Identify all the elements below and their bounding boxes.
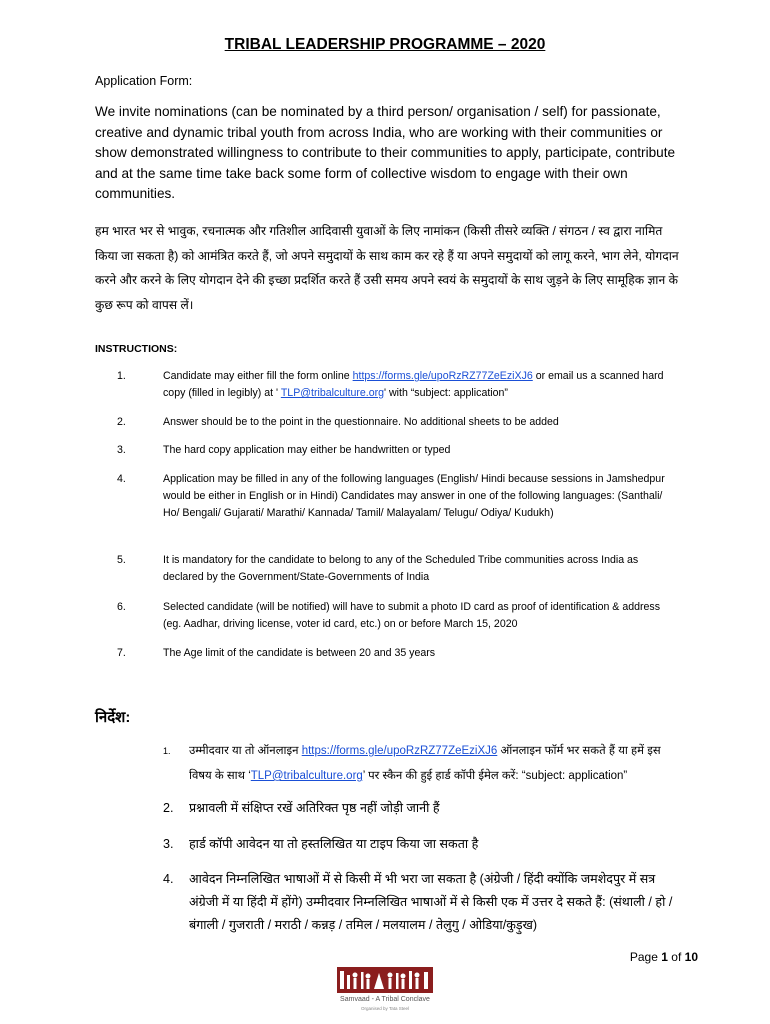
page-indicator [630,950,698,964]
hindi-instruction-number: 4. [163,872,174,886]
application-form-label: Application Form: [95,74,193,88]
google-form-link-hindi[interactable]: https://forms.gle/upoRzRZ77ZeEziXJ6 [301,745,498,757]
page-of: of [671,950,682,964]
hindi-text-part: ऑनलाइन फॉर्म भर सकते हैं या हमें इस विषय के साथ ‘ [189,745,661,782]
hindi-instruction-text: प्रश्नावली में संक्षिप्त रखें अतिरिक्त पृष्ठ नहीं जोड़ी जानी हैं [189,801,440,815]
hindi-instruction-text: आवेदन निम्नलिखित भाषाओं में से किसी में भी भरा जा सकता है (अंग्रेजी / हिंदी क्योंकि जमशेदपुर में सत्र अंग्रेजी में या हिंदी में होंगे) उम्मीदवार निम्नलिखित भाषाओं में से किसी एक में उत्तर दे सकते हैं: (संथाली / हो / बंगाली / गुजराती / मराठी / कन्नड़ / तमिल / मलयालम / तेलुगु / ओडिया/कुड़ुख) [189,872,673,932]
logo-caption: Samvaad - A Tribal Conclave [340,996,430,1003]
logo-banner [337,967,433,993]
page-total: 10 [684,950,698,964]
intro-english: We invite nominations (can be nominated by a third person/ organisation / self) for passionate, creative and dynamic tribal youth from across India, who are working with their communities or show demonstrated willingness to contribute to their communities to apply, participate, contribute and at the same time take back some form of collective wisdom to engage with their own communities. [95,104,676,201]
hindi-instruction-number: 3. [163,837,174,851]
instruction-number: 3. [117,444,126,456]
page-current: 1 [661,950,668,964]
hindi-instruction-text [189,739,684,789]
instruction-number: 4. [117,473,126,485]
hindi-instruction-number: 2. [163,801,174,815]
instruction-number: 2. [117,416,126,428]
instruction-text-part: or email us a scanned hard copy (filled in legibly) at ' [163,370,664,399]
logo-subcaption: Organised by Tata Steel [361,1006,409,1011]
document-title: TRIBAL LEADERSHIP PROGRAMME – 2020 [224,36,546,53]
instruction-text-part: ' with “subject: application” [384,387,508,399]
instruction-text: Application may be filled in any of the following languages (English/ Hindi because sessions in Jamshedpur would be either in English or in Hindi) Candidates may answer in one of the following languages: (Santhali/ Ho/ Bengali/ Gujarati/ Marathi/ Kannada/ Tamil/ Malayalam/ Telugu/ Odiya/ Kudukh) [163,473,665,519]
hindi-text-part: ’ पर स्कैन की हुई हार्ड कॉपी ईमेल करें: “subject: application” [362,770,628,782]
hindi-text-part: उम्मीदवार या तो ऑनलाइन [189,745,302,757]
page-label: Page [629,950,658,964]
instruction-text [163,368,673,402]
hindi-instruction-number: 1. [163,746,171,756]
hindi-instruction-text: हार्ड कॉपी आवेदन या तो हस्तलिखित या टाइप किया जा सकता है [189,837,479,851]
instruction-text: The hard copy application may either be handwritten or typed [163,444,451,456]
intro-hindi: हम भारत भर से भावुक, रचनात्मक और गतिशील आदिवासी युवाओं के लिए नामांकन (किसी तीसरे व्यक्ति / संगठन / स्व द्वारा नामित किया जा सकता है) को आमंत्रित करते हैं, जो अपने समुदायों के साथ काम कर रहे हैं या अपने समुदायों को लागू करने, भाग लेने, योगदान करने और करने के लिए योगदान देने की इच्छा प्रदर्शित करते हैं उसी समय अपने स्वयं के समुदायों के साथ जुड़ने के लिए सामूहिक ज्ञान के कुछ रूप को वापस लें। [95,224,679,312]
google-form-link[interactable]: https://forms.gle/upoRzRZ77ZeEziXJ6 [352,370,533,382]
instructions-heading: INSTRUCTIONS: [95,343,178,355]
instruction-text: The Age limit of the candidate is between 20 and 35 years [163,647,436,659]
instruction-text: Answer should be to the point in the questionnaire. No additional sheets to be added [163,416,559,428]
logo-figures-icon [337,967,433,993]
instruction-number: 1. [117,370,126,382]
instruction-number: 7. [117,647,126,659]
instruction-text: Selected candidate (will be notified) will have to submit a photo ID card as proof of identification & address (eg. Aadhar, driving license, voter id card, etc.) on or before March 15, 2020 [163,601,661,630]
instruction-number: 6. [117,601,126,613]
samvaad-logo [337,967,433,1017]
hindi-instructions-heading: निर्देश: [95,709,131,726]
instruction-text: It is mandatory for the candidate to belong to any of the Scheduled Tribe communities across India as declared by the Government/State-Governments of India [163,554,639,583]
email-link-hindi[interactable]: TLP@tribalculture.org [250,770,363,782]
instruction-text-part: Candidate may either fill the form online [163,370,353,382]
instruction-number: 5. [117,554,126,566]
email-link[interactable]: TLP@tribalculture.org [280,387,385,399]
